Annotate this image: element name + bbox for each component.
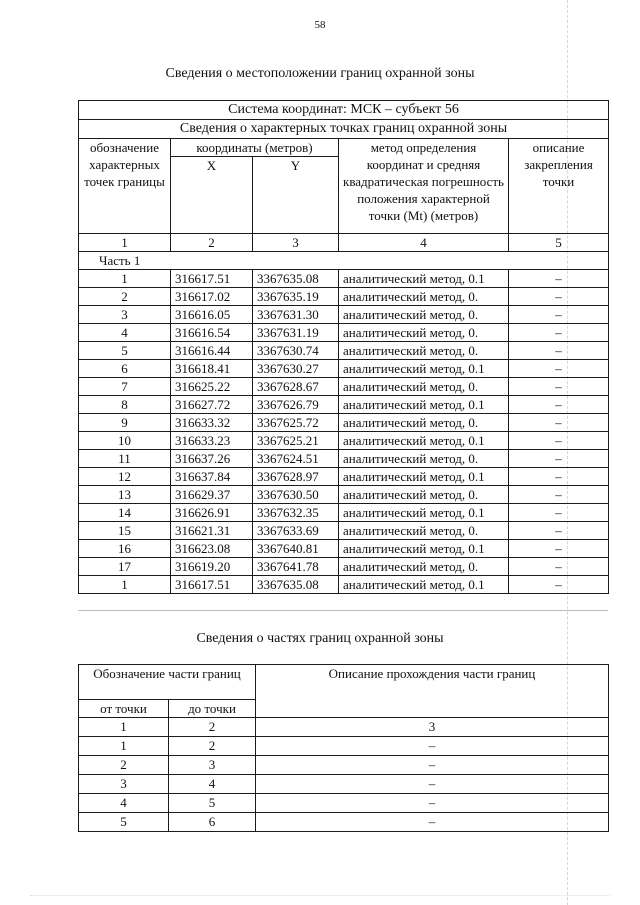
to-point: 2 bbox=[169, 737, 256, 756]
to-point: 5 bbox=[169, 794, 256, 813]
point-id: 5 bbox=[79, 342, 171, 360]
part-description: – bbox=[256, 813, 609, 832]
method-cell: аналитический метод, 0. bbox=[339, 378, 509, 396]
description-cell: – bbox=[509, 504, 609, 522]
coord-x: 316633.23 bbox=[171, 432, 253, 450]
column-header-from-point: от точки bbox=[79, 700, 169, 718]
column-number: 2 bbox=[171, 234, 253, 252]
method-cell: аналитический метод, 0. bbox=[339, 306, 509, 324]
coord-y: 3367633.69 bbox=[253, 522, 339, 540]
table-row bbox=[79, 468, 609, 486]
column-header-part-designation: Обозначение части границ bbox=[79, 665, 256, 700]
coord-x: 316621.31 bbox=[171, 522, 253, 540]
point-id: 8 bbox=[79, 396, 171, 414]
column-header-description: описание закрепления точки bbox=[509, 139, 609, 234]
part-description: – bbox=[256, 737, 609, 756]
section-title-boundaries: Сведения о местоположении границ охранной зоны bbox=[165, 66, 475, 81]
coord-y: 3367626.79 bbox=[253, 396, 339, 414]
description-cell: – bbox=[509, 342, 609, 360]
description-cell: – bbox=[509, 414, 609, 432]
coord-x: 316637.84 bbox=[171, 468, 253, 486]
column-number: 3 bbox=[253, 234, 339, 252]
column-header-to-point: до точки bbox=[169, 700, 256, 718]
table-row bbox=[79, 522, 609, 540]
point-id: 14 bbox=[79, 504, 171, 522]
method-cell: аналитический метод, 0. bbox=[339, 288, 509, 306]
description-cell: – bbox=[509, 576, 609, 594]
method-cell: аналитический метод, 0. bbox=[339, 342, 509, 360]
method-cell: аналитический метод, 0.1 bbox=[339, 432, 509, 450]
point-id: 9 bbox=[79, 414, 171, 432]
coord-y: 3367641.78 bbox=[253, 558, 339, 576]
coord-x: 316616.05 bbox=[171, 306, 253, 324]
boundary-points-table bbox=[78, 100, 609, 594]
page-bottom-edge bbox=[30, 895, 610, 896]
coord-x: 316625.22 bbox=[171, 378, 253, 396]
coord-x: 316623.08 bbox=[171, 540, 253, 558]
description-cell: – bbox=[509, 270, 609, 288]
column-number: 4 bbox=[339, 234, 509, 252]
point-id: 4 bbox=[79, 324, 171, 342]
coord-x: 316618.41 bbox=[171, 360, 253, 378]
description-cell: – bbox=[509, 360, 609, 378]
point-id: 10 bbox=[79, 432, 171, 450]
description-cell: – bbox=[509, 378, 609, 396]
coord-y: 3367640.81 bbox=[253, 540, 339, 558]
coord-y: 3367628.67 bbox=[253, 378, 339, 396]
point-id: 11 bbox=[79, 450, 171, 468]
from-point: 4 bbox=[79, 794, 169, 813]
coord-x: 316629.37 bbox=[171, 486, 253, 504]
coord-x: 316633.32 bbox=[171, 414, 253, 432]
description-cell: – bbox=[509, 486, 609, 504]
coord-y: 3367630.27 bbox=[253, 360, 339, 378]
point-id: 2 bbox=[79, 288, 171, 306]
column-header-part-description: Описание прохождения части границ bbox=[256, 665, 609, 718]
table-row bbox=[79, 450, 609, 468]
section-divider bbox=[78, 610, 608, 611]
coord-x: 316626.91 bbox=[171, 504, 253, 522]
coord-x: 316637.26 bbox=[171, 450, 253, 468]
page-number: 58 bbox=[314, 19, 326, 31]
from-point: 1 bbox=[79, 737, 169, 756]
coord-x: 316627.72 bbox=[171, 396, 253, 414]
coord-y: 3367635.08 bbox=[253, 270, 339, 288]
column-header-designation: обозначение характерных точек границы bbox=[79, 139, 171, 234]
description-cell: – bbox=[509, 324, 609, 342]
point-id: 1 bbox=[79, 270, 171, 288]
table-row bbox=[79, 775, 609, 794]
point-id: 7 bbox=[79, 378, 171, 396]
point-id: 13 bbox=[79, 486, 171, 504]
description-cell: – bbox=[509, 288, 609, 306]
coordinate-system-label: Система координат: МСК – субъект 56 bbox=[79, 101, 609, 120]
method-cell: аналитический метод, 0. bbox=[339, 558, 509, 576]
to-point: 3 bbox=[169, 756, 256, 775]
table-subtitle: Сведения о характерных точках границ охранной зоны bbox=[79, 120, 609, 139]
coord-x: 316616.54 bbox=[171, 324, 253, 342]
coord-x: 316617.51 bbox=[171, 270, 253, 288]
from-point: 2 bbox=[79, 756, 169, 775]
column-header-coordinates: координаты (метров) bbox=[171, 139, 339, 157]
method-cell: аналитический метод, 0.1 bbox=[339, 576, 509, 594]
table-row bbox=[79, 414, 609, 432]
coord-x: 316619.20 bbox=[171, 558, 253, 576]
method-cell: аналитический метод, 0.1 bbox=[339, 468, 509, 486]
table-row bbox=[79, 737, 609, 756]
from-point: 3 bbox=[79, 775, 169, 794]
part-description: – bbox=[256, 775, 609, 794]
method-cell: аналитический метод, 0. bbox=[339, 486, 509, 504]
part-description: – bbox=[256, 794, 609, 813]
description-cell: – bbox=[509, 396, 609, 414]
column-header-y: Y bbox=[253, 157, 339, 234]
method-cell: аналитический метод, 0.1 bbox=[339, 540, 509, 558]
description-cell: – bbox=[509, 306, 609, 324]
column-number: 1 bbox=[79, 718, 169, 737]
column-number: 5 bbox=[509, 234, 609, 252]
method-cell: аналитический метод, 0.1 bbox=[339, 270, 509, 288]
table-row bbox=[79, 486, 609, 504]
coord-y: 3367628.97 bbox=[253, 468, 339, 486]
to-point: 4 bbox=[169, 775, 256, 794]
table-row bbox=[79, 813, 609, 832]
coord-y: 3367635.08 bbox=[253, 576, 339, 594]
coord-y: 3367632.35 bbox=[253, 504, 339, 522]
point-id: 12 bbox=[79, 468, 171, 486]
part-description: – bbox=[256, 756, 609, 775]
point-id: 15 bbox=[79, 522, 171, 540]
method-cell: аналитический метод, 0.1 bbox=[339, 360, 509, 378]
method-cell: аналитический метод, 0. bbox=[339, 522, 509, 540]
table-row bbox=[79, 756, 609, 775]
boundary-parts-table bbox=[78, 664, 609, 832]
coord-y: 3367630.74 bbox=[253, 342, 339, 360]
table-row bbox=[79, 558, 609, 576]
column-number: 2 bbox=[169, 718, 256, 737]
description-cell: – bbox=[509, 558, 609, 576]
table-row bbox=[79, 288, 609, 306]
table-row bbox=[79, 396, 609, 414]
point-id: 3 bbox=[79, 306, 171, 324]
table-row bbox=[79, 504, 609, 522]
coord-y: 3367631.30 bbox=[253, 306, 339, 324]
method-cell: аналитический метод, 0. bbox=[339, 414, 509, 432]
description-cell: – bbox=[509, 432, 609, 450]
point-id: 16 bbox=[79, 540, 171, 558]
column-number: 3 bbox=[256, 718, 609, 737]
table-row bbox=[79, 360, 609, 378]
column-number: 1 bbox=[79, 234, 171, 252]
coord-y: 3367631.19 bbox=[253, 324, 339, 342]
point-id: 1 bbox=[79, 576, 171, 594]
description-cell: – bbox=[509, 540, 609, 558]
point-id: 6 bbox=[79, 360, 171, 378]
table-row bbox=[79, 576, 609, 594]
table-row bbox=[79, 306, 609, 324]
table-row bbox=[79, 432, 609, 450]
description-cell: – bbox=[509, 522, 609, 540]
coord-y: 3367624.51 bbox=[253, 450, 339, 468]
coord-y: 3367630.50 bbox=[253, 486, 339, 504]
coord-x: 316616.44 bbox=[171, 342, 253, 360]
coord-y: 3367625.21 bbox=[253, 432, 339, 450]
method-cell: аналитический метод, 0. bbox=[339, 324, 509, 342]
coord-y: 3367635.19 bbox=[253, 288, 339, 306]
method-cell: аналитический метод, 0.1 bbox=[339, 504, 509, 522]
description-cell: – bbox=[509, 468, 609, 486]
description-cell: – bbox=[509, 450, 609, 468]
table-row bbox=[79, 342, 609, 360]
coord-x: 316617.51 bbox=[171, 576, 253, 594]
method-cell: аналитический метод, 0. bbox=[339, 450, 509, 468]
coord-x: 316617.02 bbox=[171, 288, 253, 306]
section-title-parts: Сведения о частях границ охранной зоны bbox=[196, 631, 444, 646]
coord-y: 3367625.72 bbox=[253, 414, 339, 432]
table-row bbox=[79, 324, 609, 342]
to-point: 6 bbox=[169, 813, 256, 832]
table-row bbox=[79, 540, 609, 558]
table-row bbox=[79, 378, 609, 396]
from-point: 5 bbox=[79, 813, 169, 832]
column-header-method: метод определения координат и средняя квадратическая погрешность положения характерной точки (Mt) (метров) bbox=[339, 139, 509, 234]
method-cell: аналитический метод, 0.1 bbox=[339, 396, 509, 414]
part-label: Часть 1 bbox=[79, 252, 609, 270]
column-header-x: X bbox=[171, 157, 253, 234]
point-id: 17 bbox=[79, 558, 171, 576]
table-row bbox=[79, 794, 609, 813]
table-row bbox=[79, 270, 609, 288]
